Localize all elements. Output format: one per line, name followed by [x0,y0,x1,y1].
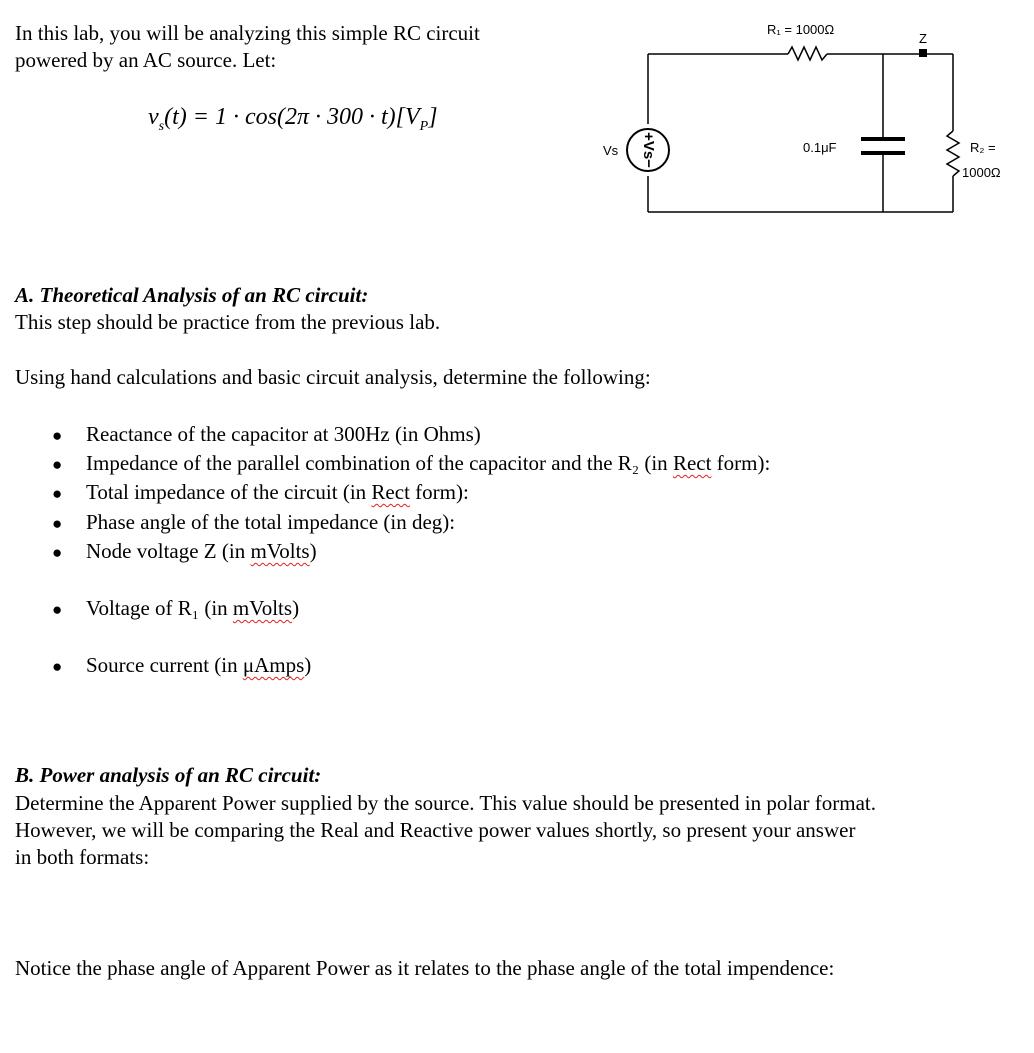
item-text: Impedance of the parallel combination of the capacitor and the R₂ (in [86,451,673,475]
bullet-dot: ● [52,484,63,503]
intro-line-2: powered by an AC source. Let: [15,48,277,72]
list-item-text [86,450,770,477]
section-b-heading: B. Power analysis of an RC circuit: [15,763,322,787]
bullet-dot: ● [52,514,63,533]
section-b-line-2: However, we will be comparing the Real and Reactive power values shortly, so present your answer [15,818,856,842]
item-text-end: form): [711,451,771,475]
spellcheck-word: mVolts [232,596,293,620]
resistor-r2 [947,131,959,176]
list-item-text [86,509,455,536]
item-text-end: ) [309,539,317,563]
intro-line-1: In this lab, you will be analyzing this simple RC circuit [15,21,480,45]
capacitor-plate-top [861,137,905,141]
bullet-dot: ● [52,657,63,676]
section-a-line-2: Using hand calculations and basic circuit analysis, determine the following: [15,365,651,389]
section-a-heading: A. Theoretical Analysis of an RC circuit: [15,283,369,307]
item-text: Node voltage Z (in [86,539,251,563]
capacitor-label: 0.1μF [803,140,837,155]
list-item-text [86,595,299,622]
rc-circuit-diagram [0,0,1034,240]
eq-unit-sub: P [419,118,429,134]
list-item-text [86,479,469,506]
item-text-end: ) [304,653,312,677]
spellcheck-word: μAmps [242,653,305,677]
r1-label: R₁ = 1000Ω [767,22,835,37]
eq-lhs: v [148,104,159,130]
source-label: Vs [603,143,619,158]
section-b-line-3: in both formats: [15,845,150,869]
bullet-dot: ● [52,455,63,474]
section-b-line-1: Determine the Apparent Power supplied by the source. This value should be presented in polar format. [15,791,876,815]
item-text: Reactance of the capacitor at 300Hz (in Ohms) [86,422,481,446]
resistor-r1 [788,47,827,60]
item-text-end: ) [292,596,300,620]
r2-label-line-1: R₂ = [970,140,996,155]
spellcheck-word: Rect [371,480,410,504]
item-text: Voltage of R₁ (in [86,596,233,620]
list-item-text [86,421,481,448]
item-text: Phase angle of the total impedance (in deg): [86,510,456,534]
bullet-dot: ● [52,600,63,619]
item-text: Total impedance of the circuit (in [86,480,372,504]
eq-middle: (t) = 1 · cos(2π · 300 · t)[V [164,104,420,130]
bullet-dot: ● [52,543,63,562]
spellcheck-word: mVolts [250,539,310,563]
eq-lhs-sub: s [158,118,165,134]
capacitor-plate-bottom [861,151,905,155]
section-b-notice: Notice the phase angle of Apparent Power as it relates to the phase angle of the total impendence: [15,956,835,980]
item-text: Source current (in [86,653,243,677]
eq-end: ] [428,104,438,130]
bullet-dot: ● [52,426,63,445]
node-z-label: Z [919,31,927,46]
spellcheck-word: Rect [672,451,712,475]
item-text-end: form): [409,480,469,504]
list-item-text [86,652,311,679]
source-glyph: +Vs− [640,132,658,168]
r2-label-line-2: 1000Ω [962,165,1001,180]
section-a-line-1: This step should be practice from the previous lab. [15,310,441,334]
node-z-marker [919,49,927,57]
list-item-text [86,538,317,565]
